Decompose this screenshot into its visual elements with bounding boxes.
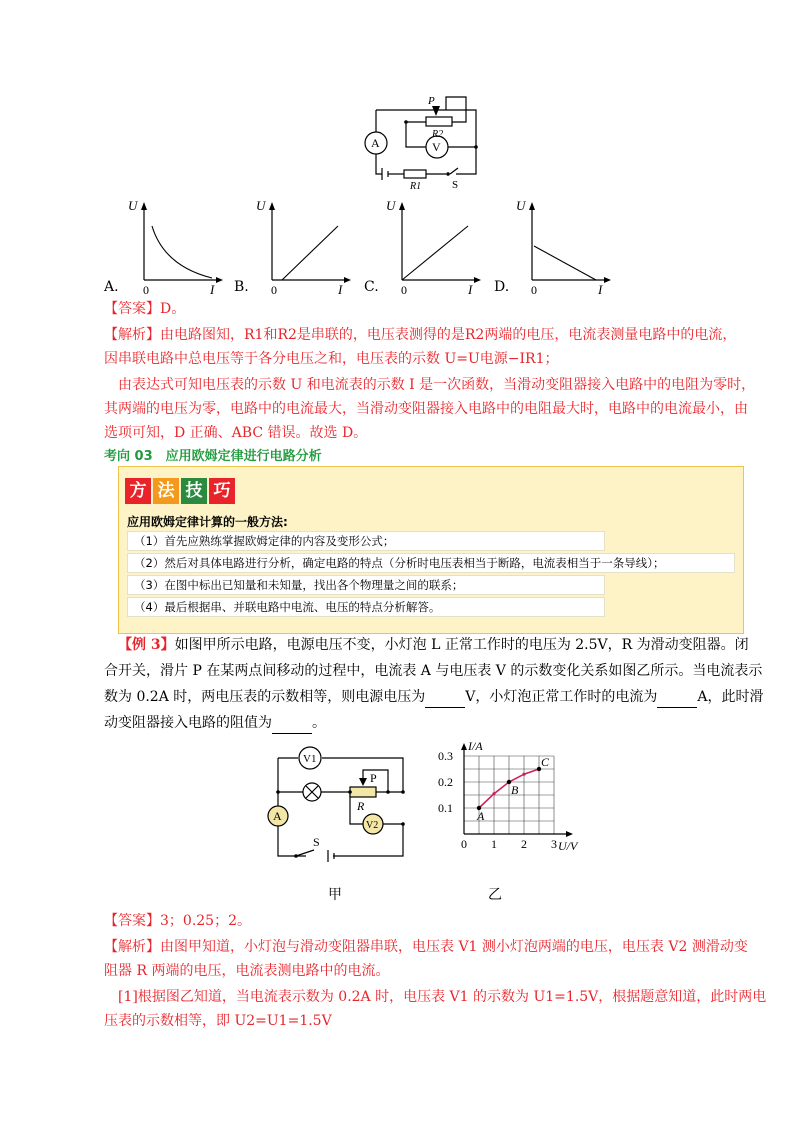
- jia-V1-label: V1: [303, 753, 317, 765]
- chart-yi: [430, 739, 578, 860]
- label-S: S: [452, 179, 459, 191]
- option-C-letter: C.: [364, 279, 379, 295]
- y-tick-label: 0.3: [438, 749, 453, 763]
- answer-3: [104, 910, 251, 932]
- analysis-1-text-1: 由电路图知，R1和R2是串联的，电压表测得的是R2两端的电压，电流表测量电路中的电流，: [160, 327, 737, 343]
- tips-heading: 应用欧姆定律计算的一般方法:: [127, 515, 288, 529]
- example-3-text-3c: A，此时滑: [697, 689, 764, 705]
- option-B-ylabel: U: [256, 198, 266, 213]
- x-tick-label: 1: [491, 837, 497, 851]
- analysis-3-label: 【解析】: [104, 939, 160, 955]
- data-point: [522, 773, 525, 776]
- jia-S-label: S: [313, 835, 320, 849]
- x-axis-arrow: [566, 831, 573, 837]
- option-D-graph: [512, 196, 612, 296]
- options-row: [104, 196, 624, 298]
- voltmeter-label: V: [432, 140, 441, 154]
- x-tick-label: 0: [461, 837, 467, 851]
- analysis-1-line-1: [104, 324, 736, 346]
- y-tick-label: 0.1: [438, 801, 453, 815]
- example-3-line-2: 合开关，滑片 P 在某两点间移动的过程中，电流表 A 与电压表 V 的示数变化关系如图乙所示。当电流表示: [104, 663, 763, 679]
- answer-blank-1[interactable]: [425, 693, 465, 708]
- banner-char-1: 方: [125, 478, 151, 504]
- option-D-letter: D.: [494, 279, 510, 295]
- analysis-3-text-1: 由图甲知道，小灯泡与滑动变阻器串联，电压表 V1 测小灯泡两端的电压，电压表 V2 测滑动变: [160, 939, 748, 955]
- option-A-ylabel: U: [128, 198, 138, 213]
- option-B-letter: B.: [234, 279, 249, 295]
- option-C-xlabel: I: [468, 282, 473, 297]
- option-C-graph: [382, 196, 482, 296]
- tip-item-2: （2）然后对具体电路进行分析，确定电路的特点（分析时电压表相当于断路，电流表相当于一条导线）；: [127, 553, 735, 573]
- circuit-jia-diagram: [258, 738, 408, 862]
- tip-item-4: （4）最后根据串、并联电路中电流、电压的特点分析解答。: [127, 597, 605, 617]
- analysis-3-line-3: [1]根据图乙知道，当电流表示数为 0.2A 时，电压表 V1 的示数为 U1=1.5V，根据题意知道，此时两电: [118, 989, 767, 1005]
- point-label-A: A: [477, 809, 485, 823]
- option-B-xlabel: I: [338, 282, 343, 297]
- example-3-text-3b: V，小灯泡正常工作时的电流为: [465, 689, 658, 705]
- example-3-line-1: [118, 634, 749, 656]
- y-tick-label: 0.2: [438, 775, 453, 789]
- example-3-text-4a: 动变阻器接入电路的阻值为: [104, 715, 272, 731]
- option-D-origin: 0: [531, 283, 537, 297]
- example-3-line-3: [104, 686, 764, 708]
- method-tips-box: [118, 466, 744, 634]
- option-B-graph: [252, 196, 352, 296]
- x-axis-label: U/V: [558, 839, 578, 853]
- answer-1-label: 【答案】: [104, 301, 160, 317]
- label-P: P: [428, 95, 435, 107]
- example-3-text-4b: 。: [312, 715, 326, 731]
- y-axis-arrow: [461, 743, 467, 750]
- example-3-label: 【例 3】: [118, 637, 175, 653]
- option-A-origin: 0: [143, 283, 149, 297]
- banner-char-3: 技: [181, 478, 207, 504]
- tip-item-1: （1）首先应熟练掌握欧姆定律的内容及变形公式；: [127, 531, 605, 551]
- analysis-1-line-5: 选项可知，D 正确、ABC 错误。故选 D。: [104, 425, 368, 441]
- option-B-origin: 0: [271, 283, 277, 297]
- option-A-graph: [124, 196, 224, 296]
- data-point: [492, 792, 495, 795]
- jia-A-label: A: [273, 809, 282, 823]
- analysis-3-line-4: 压表的示数相等，即 U2=U1=1.5V: [104, 1013, 332, 1029]
- tip-item-3: （3）在图中标出已知量和未知量，找出各个物理量之间的联系；: [127, 575, 605, 595]
- option-D-xlabel: I: [598, 282, 603, 297]
- analysis-3-line-2: 阻器 R 两端的电压，电流表测电路中的电流。: [104, 963, 390, 979]
- method-tips-banner: [125, 478, 235, 504]
- option-A-xlabel: I: [210, 282, 215, 297]
- option-D-ylabel: U: [516, 198, 526, 213]
- option-A-letter: A.: [104, 279, 119, 295]
- x-tick-label: 3: [551, 837, 557, 851]
- answer-1-text: D。: [160, 301, 186, 317]
- answer-3-label: 【答案】: [104, 913, 160, 929]
- banner-char-4: 巧: [209, 478, 235, 504]
- fig-yi-caption: 乙: [488, 887, 502, 903]
- answer-1: [104, 298, 185, 320]
- jia-R-label: R: [357, 799, 365, 813]
- jia-V2-label: V2: [366, 820, 379, 831]
- analysis-1-line-2: 因串联电路中总电压等于各分电压之和，电压表的示数 U=U电源−IR1；: [104, 351, 559, 367]
- analysis-3-line-1: [104, 936, 748, 958]
- top-circuit-diagram: [346, 92, 486, 192]
- ammeter-label: A: [371, 136, 380, 150]
- analysis-1-line-4: 其两端的电压为零，电路中的电流最大，当滑动变阻器接入电路中的电阻最大时，电路中的电流最小，由: [104, 401, 748, 417]
- analysis-1-line-3: 由表达式可知电压表的示数 U 和电流表的示数 I 是一次函数，当滑动变阻器接入电路中的电阻为零时，: [118, 377, 756, 393]
- example-3-line-4: [104, 712, 326, 734]
- analysis-1-label: 【解析】: [104, 327, 160, 343]
- example-3-text-1: 如图甲所示电路，电源电压不变，小灯泡 L 正常工作时的电压为 2.5V，R 为滑动变阻器。闭: [174, 637, 749, 653]
- answer-blank-3[interactable]: [272, 719, 312, 734]
- jia-P-label: P: [370, 771, 377, 785]
- label-R1: R1: [410, 181, 422, 192]
- section-title: 考向 03 应用欧姆定律进行电路分析: [104, 449, 322, 464]
- point-label-B: B: [511, 783, 519, 797]
- example-3-text-3a: 数为 0.2A 时，两电压表的示数相等，则电源电压为: [104, 689, 426, 705]
- option-C-origin: 0: [401, 283, 407, 297]
- option-C-ylabel: U: [386, 198, 396, 213]
- label-R2: R2: [432, 129, 444, 140]
- x-tick-label: 2: [521, 837, 527, 851]
- answer-3-text: 3；0.25；2。: [160, 913, 251, 929]
- answer-blank-2[interactable]: [657, 693, 697, 708]
- point-label-C: C: [541, 755, 550, 769]
- banner-char-2: 法: [153, 478, 179, 504]
- fig-jia-caption: 甲: [328, 887, 342, 903]
- y-axis-label: I/A: [468, 739, 483, 753]
